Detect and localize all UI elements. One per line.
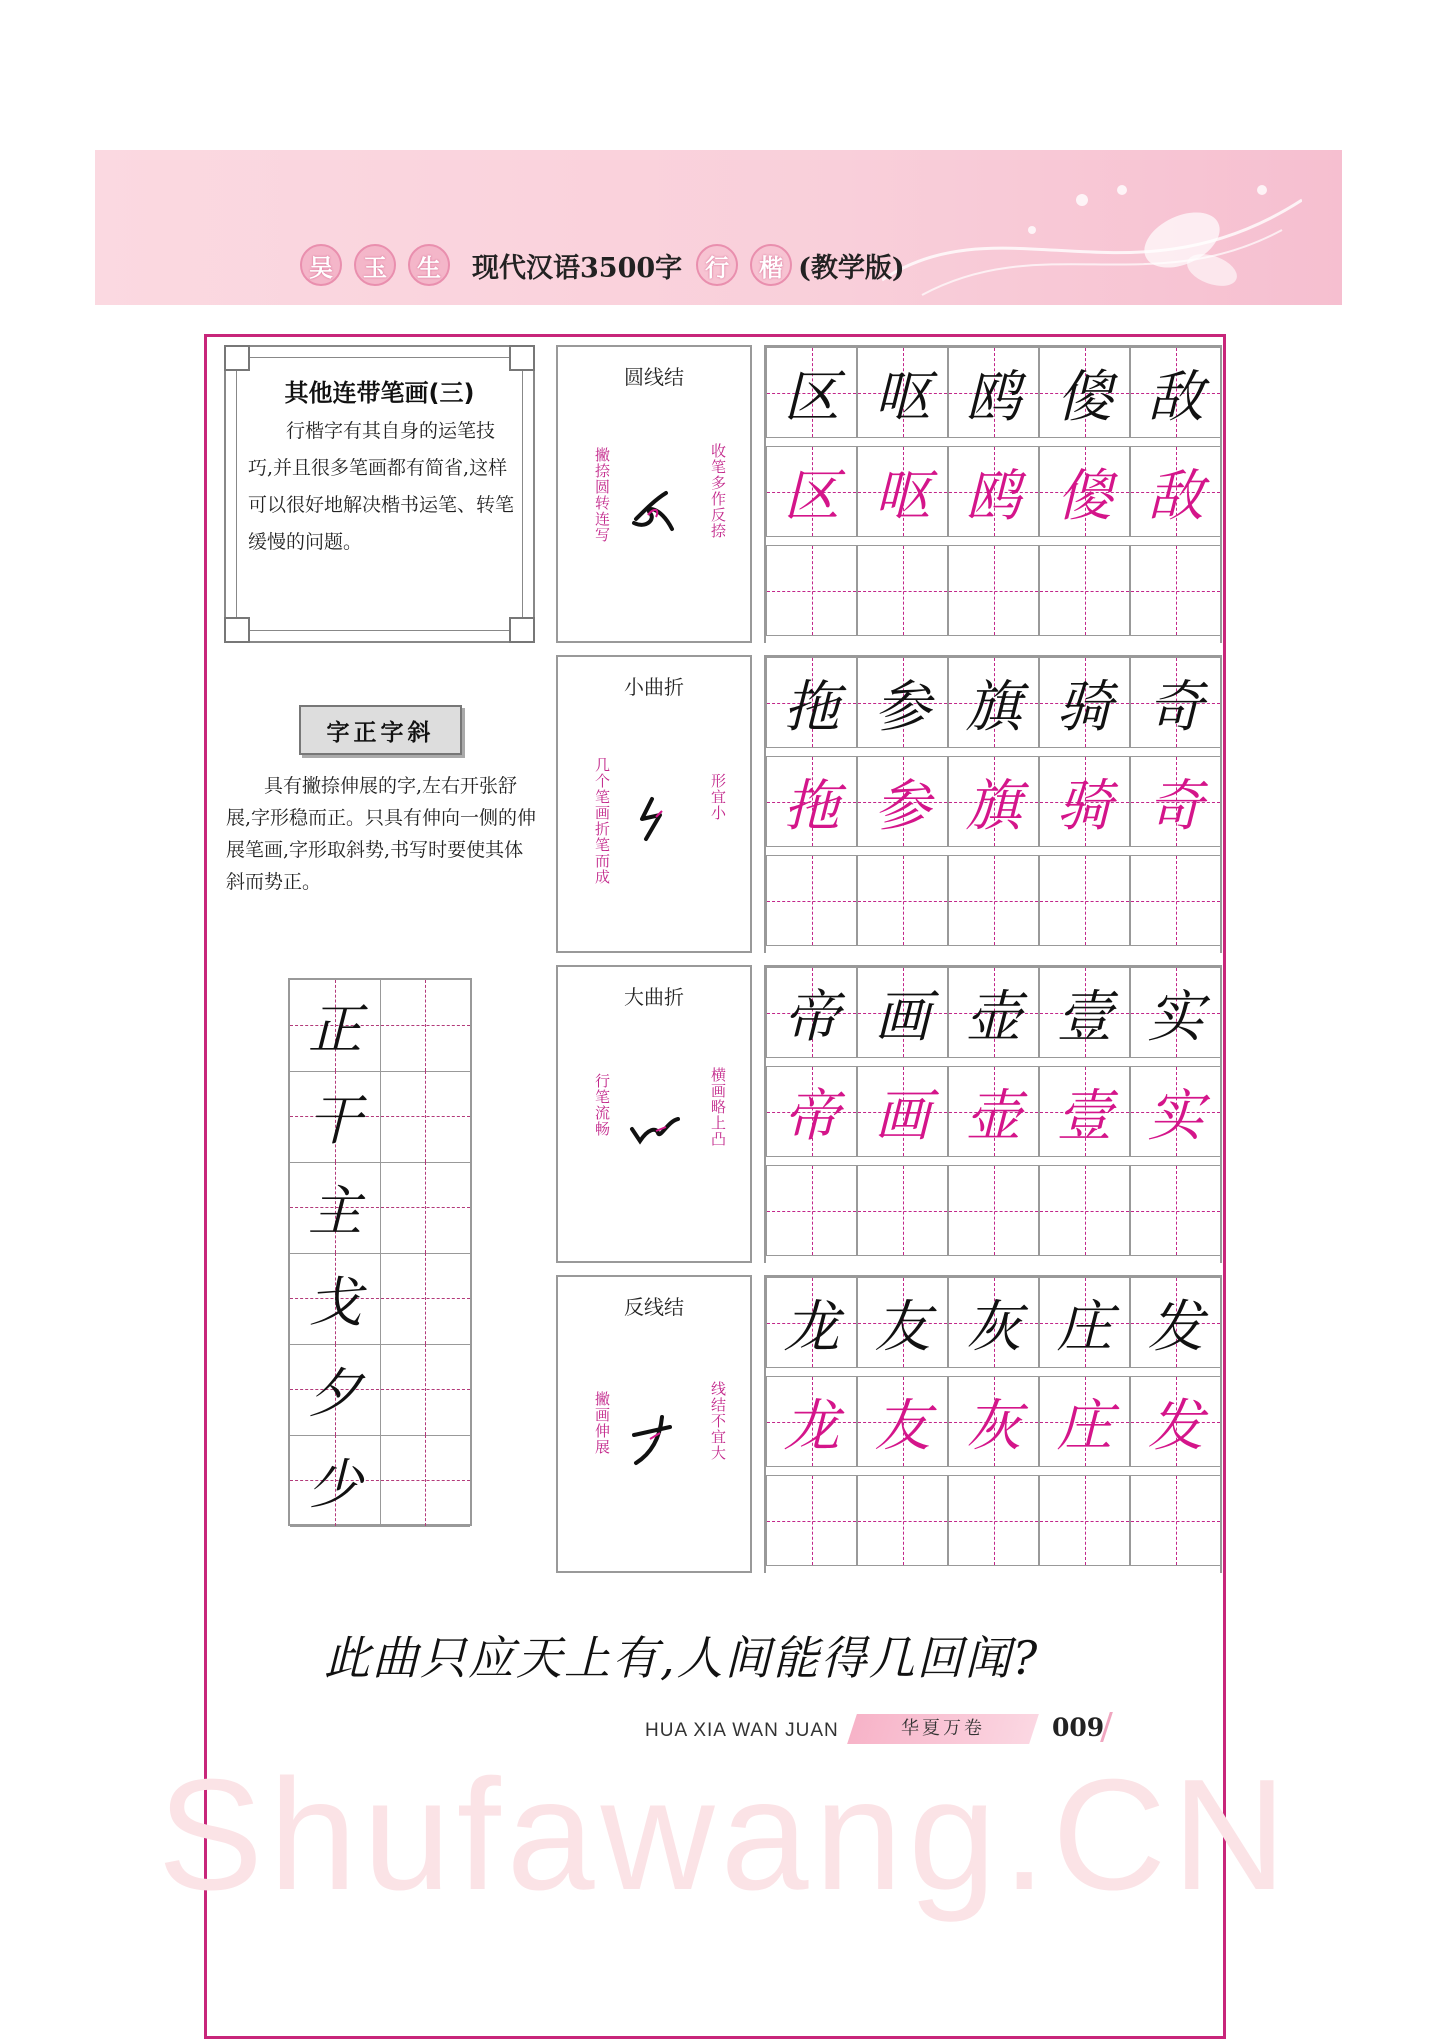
- grid-guide: [767, 1211, 856, 1212]
- model-row: [766, 347, 1220, 446]
- grid-cell: [1130, 756, 1221, 847]
- small-grid-row: [290, 1344, 470, 1436]
- series-name-en: HUA XIA WAN JUAN: [645, 1720, 839, 1741]
- model-char: 骑: [1056, 674, 1113, 740]
- grid-cell[interactable]: [766, 1475, 857, 1566]
- model-char: 戈: [308, 1271, 362, 1334]
- grid-guide: [858, 1521, 947, 1522]
- model-char: 参: [874, 674, 931, 740]
- grid-cell[interactable]: [857, 855, 948, 946]
- grid-guide: [1040, 901, 1129, 902]
- model-row: [766, 1277, 1220, 1376]
- stroke-note-left: 撇画伸展: [593, 1391, 611, 1455]
- trace-row: [766, 756, 1220, 855]
- stroke-note-right: 横画略上凸: [709, 1067, 727, 1147]
- grid-cell: [948, 347, 1039, 438]
- intro-box: [224, 345, 535, 643]
- grid-cell: [857, 756, 948, 847]
- practice-row: [766, 545, 1220, 644]
- model-char: 干: [308, 1089, 362, 1152]
- trace-char: 发: [1147, 1393, 1204, 1459]
- grid-cell: [766, 347, 857, 438]
- model-char: 区: [783, 364, 840, 430]
- grid-cell[interactable]: [1130, 1165, 1221, 1256]
- grid-cell: [1130, 446, 1221, 537]
- stroke-box-1: [556, 345, 752, 643]
- model-char: 傻: [1056, 364, 1113, 430]
- trace-row: [766, 446, 1220, 545]
- grid-cell[interactable]: [857, 1475, 948, 1566]
- grid-cell: [857, 1277, 948, 1368]
- model-char: 旗: [965, 674, 1022, 740]
- grid-guide: [1131, 901, 1220, 902]
- model-char: 壶: [965, 984, 1022, 1050]
- stroke-box-3: [556, 965, 752, 1263]
- grid-cell[interactable]: [1039, 1475, 1130, 1566]
- grid-guide: [767, 1521, 856, 1522]
- stroke-example-icon: [626, 1409, 684, 1469]
- model-char: 拖: [783, 674, 840, 740]
- tip-heading-button: 字正字斜: [299, 705, 462, 755]
- grid-cell: [948, 1066, 1039, 1157]
- trace-char: 庄: [1056, 1393, 1113, 1459]
- grid-cell: [948, 756, 1039, 847]
- trace-char: 敌: [1147, 463, 1204, 529]
- grid-cell: [766, 756, 857, 847]
- grid-cell: [1039, 756, 1130, 847]
- grid-guide: [1131, 1521, 1220, 1522]
- grid-guide: [767, 591, 856, 592]
- stroke-example-icon: [626, 789, 684, 849]
- practice-grid-3: [764, 965, 1222, 1263]
- model-char: 少: [308, 1453, 362, 1516]
- grid-cell: [1039, 967, 1130, 1058]
- small-grid-row: [290, 980, 470, 1072]
- grid-cell[interactable]: [766, 855, 857, 946]
- corner-ornament: [509, 617, 535, 643]
- watermark: Shufawang.CN: [157, 1747, 1293, 1923]
- stroke-note-left: 撇捺圆转连写: [593, 447, 611, 543]
- trace-char: 骑: [1056, 773, 1113, 839]
- stroke-name: 大曲折: [624, 985, 684, 1009]
- trace-char: 鸥: [965, 463, 1022, 529]
- model-char: 奇: [1147, 674, 1204, 740]
- trace-char: 画: [874, 1083, 931, 1149]
- trace-char: 壹: [1056, 1083, 1113, 1149]
- model-char: 帝: [783, 984, 840, 1050]
- trace-char: 灰: [965, 1393, 1022, 1459]
- model-char: 画: [874, 984, 931, 1050]
- style-char: 行: [696, 244, 738, 286]
- series-name-cn-tag: [847, 1714, 1039, 1744]
- grid-guide: [949, 901, 1038, 902]
- page-number: 009: [1052, 1713, 1105, 1742]
- model-char: 实: [1147, 984, 1204, 1050]
- model-char: 友: [874, 1294, 931, 1360]
- trace-row: [766, 1376, 1220, 1475]
- practice-grid-4: [764, 1275, 1222, 1573]
- grid-cell: [766, 1376, 857, 1467]
- grid-cell: [1130, 1277, 1221, 1368]
- trace-char: 傻: [1056, 463, 1113, 529]
- grid-cell: [948, 657, 1039, 748]
- stroke-box-2: [556, 655, 752, 953]
- model-char: 敌: [1147, 364, 1204, 430]
- trace-char: 壶: [965, 1083, 1022, 1149]
- stroke-name: 小曲折: [624, 675, 684, 699]
- grid-guide: [1131, 1211, 1220, 1212]
- trace-char: 奇: [1147, 773, 1204, 839]
- book-title: 现代汉语3500字: [472, 252, 683, 284]
- grid-cell: [1130, 657, 1221, 748]
- grid-cell: [766, 657, 857, 748]
- grid-cell[interactable]: [766, 545, 857, 636]
- trace-char: 龙: [783, 1393, 840, 1459]
- grid-cell[interactable]: [948, 1475, 1039, 1566]
- grid-cell[interactable]: [1130, 1475, 1221, 1566]
- grid-cell: [857, 1376, 948, 1467]
- author-char: 吴: [300, 244, 342, 286]
- trace-char: 参: [874, 773, 931, 839]
- trace-char: 帝: [783, 1083, 840, 1149]
- model-char: 发: [1147, 1294, 1204, 1360]
- small-practice-grid: [288, 978, 472, 1526]
- grid-cell[interactable]: [1039, 855, 1130, 946]
- grid-guide: [949, 1211, 1038, 1212]
- grid-cell[interactable]: [1039, 1165, 1130, 1256]
- grid-cell[interactable]: [948, 855, 1039, 946]
- model-char: 壹: [1056, 984, 1113, 1050]
- model-char: 正: [308, 998, 362, 1061]
- series-name-cn: 华夏万卷: [901, 1718, 985, 1739]
- model-char: 龙: [783, 1294, 840, 1360]
- model-char: 呕: [874, 364, 931, 430]
- poem-line: 此曲只应天上有,人间能得几回闻?: [324, 1631, 1040, 1685]
- stroke-box-4: [556, 1275, 752, 1573]
- grid-cell: [1130, 1376, 1221, 1467]
- practice-row: [766, 1165, 1220, 1264]
- grid-cell: [1039, 1376, 1130, 1467]
- corner-ornament: [224, 617, 250, 643]
- grid-cell[interactable]: [948, 1165, 1039, 1256]
- stroke-example-icon: [626, 1099, 684, 1159]
- grid-guide: [858, 901, 947, 902]
- practice-grid-1: [764, 345, 1222, 643]
- practice-grid-2: [764, 655, 1222, 953]
- grid-cell[interactable]: [948, 545, 1039, 636]
- model-char: 主: [308, 1180, 362, 1243]
- grid-cell: [1039, 347, 1130, 438]
- grid-guide: [949, 591, 1038, 592]
- grid-cell: [948, 967, 1039, 1058]
- trace-char: 旗: [965, 773, 1022, 839]
- butterfly-swirl-decoration: [882, 160, 1302, 300]
- edition-label: (教学版): [798, 252, 905, 284]
- grid-guide: [949, 1521, 1038, 1522]
- model-char: 庄: [1056, 1294, 1113, 1360]
- practice-row: [766, 1475, 1220, 1574]
- intro-text: 行楷字有其自身的运笔技巧,并且很多笔画都有简省,这样可以很好地解决楷书运笔、转笔缓慢的问题。: [248, 420, 515, 553]
- small-grid-row: [290, 1253, 470, 1345]
- model-row: [766, 657, 1220, 756]
- grid-cell[interactable]: [1130, 855, 1221, 946]
- grid-guide: [858, 591, 947, 592]
- grid-cell[interactable]: [857, 545, 948, 636]
- grid-guide: [767, 901, 856, 902]
- trace-char: 友: [874, 1393, 931, 1459]
- grid-guide: [858, 1211, 947, 1212]
- stroke-name: 圆线结: [624, 365, 684, 389]
- grid-cell: [766, 446, 857, 537]
- small-grid-row: [290, 1162, 470, 1254]
- stroke-example-icon: [626, 479, 684, 539]
- trace-char: 实: [1147, 1083, 1204, 1149]
- grid-cell: [1130, 1066, 1221, 1157]
- grid-cell: [1039, 657, 1130, 748]
- grid-cell[interactable]: [766, 1165, 857, 1256]
- stroke-note-left: 几个笔画折笔而成: [593, 757, 611, 885]
- model-char: 夕: [308, 1362, 362, 1425]
- tip-text: 具有撇捺伸展的字,左右开张舒展,字形稳而正。只具有伸向一侧的伸展笔画,字形取斜势,书写时要使其体斜而势正。: [226, 775, 537, 893]
- author-char: 玉: [354, 244, 396, 286]
- grid-cell: [948, 1277, 1039, 1368]
- small-grid-row: [290, 1071, 470, 1163]
- grid-cell[interactable]: [1039, 545, 1130, 636]
- grid-cell: [857, 657, 948, 748]
- grid-guide: [1040, 591, 1129, 592]
- grid-cell: [1039, 446, 1130, 537]
- model-char: 灰: [965, 1294, 1022, 1360]
- trace-char: 拖: [783, 773, 840, 839]
- trace-row: [766, 1066, 1220, 1165]
- author-char: 生: [408, 244, 450, 286]
- corner-ornament: [224, 345, 250, 371]
- small-grid-row: [290, 1435, 470, 1527]
- stroke-note-left: 行笔流畅: [593, 1073, 611, 1137]
- stroke-note-right: 线结不宜大: [709, 1381, 727, 1461]
- intro-title: 其他连带笔画(三): [284, 379, 475, 407]
- stroke-note-right: 收笔多作反捺: [709, 443, 727, 539]
- grid-cell[interactable]: [1130, 545, 1221, 636]
- grid-cell: [857, 347, 948, 438]
- book-header: [300, 243, 905, 287]
- grid-cell: [1130, 967, 1221, 1058]
- corner-ornament: [509, 345, 535, 371]
- trace-char: 呕: [874, 463, 931, 529]
- grid-cell: [766, 1066, 857, 1157]
- grid-cell: [1039, 1277, 1130, 1368]
- grid-guide: [1040, 1211, 1129, 1212]
- model-char: 鸥: [965, 364, 1022, 430]
- trace-char: 区: [783, 463, 840, 529]
- grid-guide: [1040, 1521, 1129, 1522]
- grid-cell: [857, 967, 948, 1058]
- grid-cell: [857, 1066, 948, 1157]
- grid-cell[interactable]: [857, 1165, 948, 1256]
- stroke-note-right: 形宜小: [709, 773, 727, 821]
- grid-cell: [1039, 1066, 1130, 1157]
- grid-cell: [766, 1277, 857, 1368]
- grid-guide: [1131, 591, 1220, 592]
- stroke-name: 反线结: [624, 1295, 684, 1319]
- style-char: 楷: [750, 244, 792, 286]
- practice-row: [766, 855, 1220, 954]
- grid-cell: [766, 967, 857, 1058]
- grid-cell: [857, 446, 948, 537]
- model-row: [766, 967, 1220, 1066]
- grid-cell: [1130, 347, 1221, 438]
- grid-cell: [948, 1376, 1039, 1467]
- grid-cell: [948, 446, 1039, 537]
